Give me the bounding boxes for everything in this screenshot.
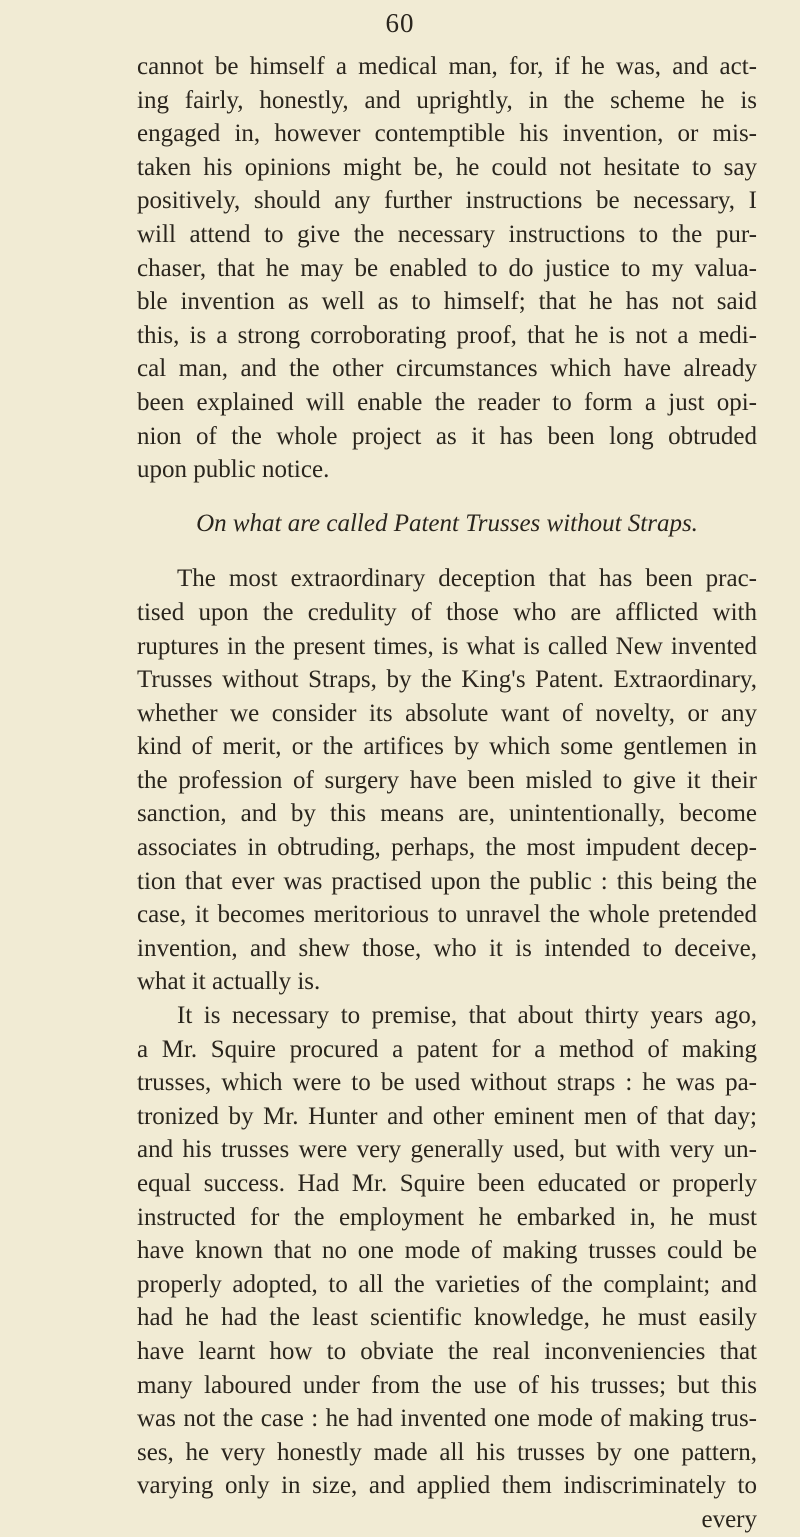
text-line: trusses, which were to be used without straps : he was pa-	[137, 1069, 757, 1097]
text-line: will attend to give the necessary instructions to the pur-	[137, 220, 757, 248]
text-line: whether we consider its absolute want of novelty, or any	[137, 699, 757, 727]
text-line: sanction, and by this means are, unintentionally, become	[137, 800, 757, 828]
text-line: kind of merit, or the artifices by which some gentlemen in	[137, 733, 757, 761]
paragraph-1	[137, 50, 757, 487]
text-line: engaged in, however contemptible his invention, or mis-	[137, 120, 757, 148]
text-line: It is necessary to premise, that about thirty years ago,	[177, 1002, 757, 1030]
text-line: was not the case : he had invented one mode of making trus-	[137, 1405, 757, 1433]
text-line: and his trusses were very generally used, but with very un-	[137, 1136, 757, 1164]
section-heading: On what are called Patent Trusses without Straps.	[196, 509, 698, 537]
text-line: The most extraordinary deception that has been prac-	[177, 565, 757, 593]
text-line: equal success. Had Mr. Squire been educated or properly	[137, 1170, 757, 1197]
text-line: have known that no one mode of making trusses could be	[137, 1237, 757, 1265]
text-line: cal man, and the other circumstances which have already	[137, 355, 757, 383]
text-line: a Mr. Squire procured a patent for a method of making	[137, 1035, 757, 1063]
text-line: had he had the least scientific knowledge, he must easily	[137, 1304, 757, 1332]
text-line: been explained will enable the reader to form a just opi-	[137, 388, 757, 416]
text-line: have learnt how to obviate the real inconveniencies that	[137, 1337, 757, 1365]
text-line: cannot be himself a medical man, for, if he was, and act-	[137, 53, 757, 80]
text-line: associates in obtruding, perhaps, the most impudent decep-	[137, 834, 757, 862]
text-line: tronized by Mr. Hunter and other eminent men of that day;	[137, 1102, 757, 1130]
text-line: ses, he very honestly made all his trusses by one pattern,	[137, 1438, 757, 1466]
text-line: case, it becomes meritorious to unravel the whole pretended	[137, 901, 757, 929]
page-number: 60	[385, 8, 415, 38]
body-text	[137, 50, 757, 1537]
text-line: invention, and shew those, who it is intended to deceive,	[137, 934, 757, 962]
text-line: varying only in size, and applied them indiscriminately to	[137, 1472, 757, 1500]
text-line: nion of the whole project as it has been long obtruded	[137, 422, 757, 450]
text-line: the profession of surgery have been misled to give it their	[137, 766, 757, 794]
text-line: positively, should any further instructions be necessary, I	[137, 187, 757, 215]
paragraph-2	[137, 562, 757, 999]
text-line: taken his opinions might be, he could not hesitate to say	[137, 153, 757, 181]
text-line: instructed for the employment he embarked in, he must	[137, 1203, 757, 1231]
text-line: many laboured under from the use of his trusses; but this	[137, 1371, 757, 1399]
text-line: what it actually is.	[137, 968, 321, 996]
text-line: upon public notice.	[137, 456, 330, 484]
text-line: this, is a strong corroborating proof, that he is not a medi-	[137, 321, 757, 349]
text-line: ruptures in the present times, is what is called New invented	[137, 632, 757, 660]
text-line: Trusses without Straps, by the King's Patent. Extraordinary,	[137, 666, 757, 694]
text-line: tised upon the credulity of those who are afflicted with	[137, 598, 757, 626]
paragraph-3	[137, 999, 757, 1503]
text-line: ing fairly, honestly, and uprightly, in the scheme he is	[137, 86, 757, 114]
text-line: tion that ever was practised upon the public : this being the	[137, 867, 757, 895]
text-line: ble invention as well as to himself; that he has not said	[137, 288, 757, 316]
catchword: every	[701, 1505, 757, 1533]
text-line: chaser, that he may be enabled to do justice to my valua-	[137, 254, 757, 282]
text-line: properly adopted, to all the varieties of the complaint; and	[137, 1270, 757, 1298]
